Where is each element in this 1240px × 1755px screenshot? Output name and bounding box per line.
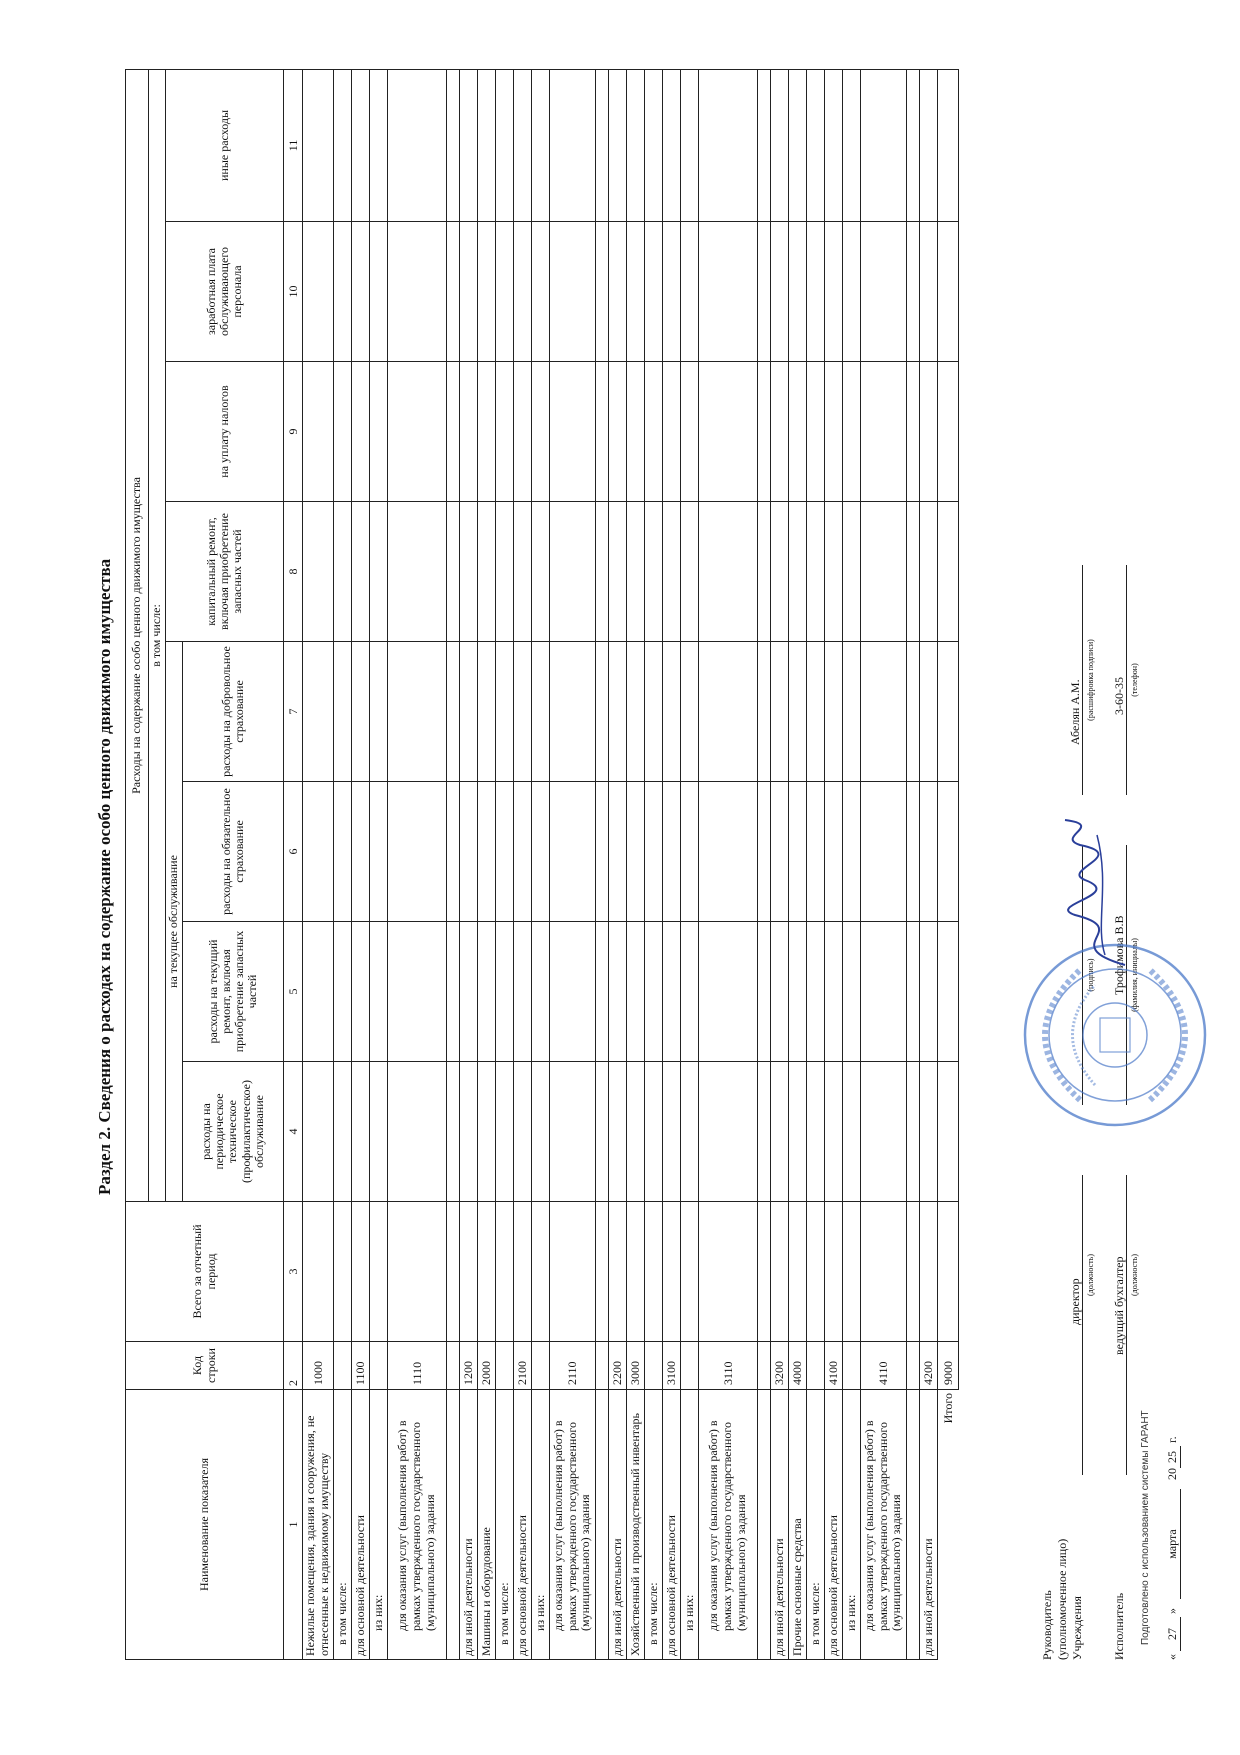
col-head-total: Всего за отчетный период (126, 1202, 284, 1342)
head-position: директор (1068, 1278, 1082, 1325)
col-head-c11: иные расходы (166, 69, 284, 221)
head-name: Абелян А.М. (1068, 679, 1082, 745)
col-head-c6: расходы на обязательное страхование (183, 782, 284, 922)
col-head-c8: капитальный ремонт, включая приобретение запасных частей (166, 502, 284, 642)
col-head-name: Наименование показателя (126, 1390, 284, 1660)
total-row: Итого 9000 (938, 69, 959, 1659)
head-label: Руководитель (уполномоченное лицо) Учреждения (1040, 1538, 1084, 1660)
col-head-c10: заработная плата обслуживающего персонала (166, 222, 284, 362)
col-head-c5: расходы на текущий ремонт, включая приобретение запасных частей (183, 922, 284, 1062)
table-row (447, 69, 460, 1659)
table-row: для иной деятельности 3200 (771, 69, 789, 1659)
signature-icon (1035, 815, 1155, 975)
table-row: для оказания услуг (выполнения работ) в рамках утвержденного государственного (муниципального) задания 2110 (550, 69, 596, 1659)
table-row: для основной деятельности 2100 (514, 69, 532, 1659)
table-row: из них: (532, 69, 550, 1659)
table-row: для иной деятельности 2200 (609, 69, 627, 1659)
table-row (907, 69, 920, 1659)
table-row: Нежилые помещения, здания и сооружения, не отнесенные к недвижимому имуществу 1000 (303, 69, 334, 1659)
expenses-table (125, 69, 959, 1660)
table-row: из них: (681, 69, 699, 1659)
garant-header: Подготовлено с использованием системы ГАРАНТ (1140, 1410, 1151, 1645)
table-row: для оказания услуг (выполнения работ) в рамках утвержденного государственного (муниципального) задания 3110 (699, 69, 758, 1659)
table-row: для иной деятельности 1200 (460, 69, 478, 1659)
executor-phone: 3-60-35 (1112, 677, 1126, 715)
table-row: Машины и оборудование 2000 (478, 69, 496, 1659)
table-row: для основной деятельности 4100 (825, 69, 843, 1659)
table-row: из них: (843, 69, 861, 1659)
table-row: для оказания услуг (выполнения работ) в рамках утвержденного государственного (муниципального) задания 1110 (388, 69, 447, 1659)
table-row: из них: (370, 69, 388, 1659)
column-numbers-row: 1 2 3 4 5 6 7 8 9 10 11 (284, 69, 303, 1659)
table-row: для иной деятельности 4200 (920, 69, 938, 1659)
executor-position: ведущий бухгалтер (1112, 1256, 1126, 1355)
col-head-c9: на уплату налогов (166, 362, 284, 502)
table-row: Хозяйственный и производственный инвентарь 3000 (627, 69, 645, 1659)
section-title: Раздел 2. Сведения о расходах на содержание особо ценного движимого имущества (95, 558, 114, 1195)
table-row: для основной деятельности 3100 (663, 69, 681, 1659)
table-row: для оказания услуг (выполнения работ) в рамках утвержденного государственного (муниципального) задания 4110 (861, 69, 907, 1659)
table-row: в том числе: (334, 69, 352, 1659)
col-head-current: на текущее обслуживание (166, 642, 183, 1202)
table-row: в том числе: (645, 69, 663, 1659)
document-page: Подготовлено с использованием системы ГАРАНТ Раздел 2. Сведения о расходах на содержание особо ценного движимого имущества Наименование показателя Код строки Всего за отчетный период Расходы на содержание особо ценного движимого имущества в том числе: на текущее обслуживание капитальный ремонт, включая приобретение запасных частей на уплату налогов заработная плата обслуживающего персонала иные расходы расходы на периодическое техническое (профилактическое) обслуживание расходы на текущий ремонт, включая приобретение запасных частей расходы на обязательное страхование расходы на добровольное страхование 1 2 3 4 5 6 7 8 9 10 11 Нежилые помещения, здания и сооружения, не отнесенные к недвижимому имуществу 1000 в том числе: для основной деятельности 1100 из них: для оказания услуг (выполнения работ) в рамках утвержденного государственного (муниципального) задания 1110 для иной деятельности 1200 Машины и оборудование 2000 в том числе: для основной деятельности 2100 из них: для оказания услуг (выполнения работ) в рамках утвержденного государственного (муниципального) задания 2110 для иной деятельности 2200 Хозяйственный и производственный инвентарь 3000 в том числе: для основной деятельности 3100 из них: для оказания услуг (выполнения работ) в рамках утвержденного государственного (муниципального) задания 3110 для иной деятельности 3200 Прочие основные средства 4000 в том числе: для основной деятельности 4100 из них: для оказания услуг (выполнения работ) в рамках утвержденного государственного (муниципального) задания 4110 для иной деятельности 4200 Итого 9000 Руководитель (уполномоченное лицо) Учреждения директор (должность) (подпись) Абелян А.М. (расшифровка подписи) Исполнитель ведущий бухгалтер (должность) Трофимова В.В (фамилия, инициалы) 3-60-35 (телефон) « 27 » марта 2025 г. (0, 0, 1240, 1755)
executor-name: Трофимова В.В (1112, 915, 1126, 995)
table-row: в том числе: (496, 69, 514, 1659)
col-head-group: Расходы на содержание особо ценного движимого имущества (126, 69, 149, 1201)
table-row: Прочие основные средства 4000 (789, 69, 807, 1659)
col-head-code: Код строки (126, 1342, 284, 1390)
col-head-including: в том числе: (149, 69, 166, 1201)
executor-label: Исполнитель (1112, 1592, 1126, 1660)
col-head-c7: расходы на добровольное страхование (183, 642, 284, 782)
table-row (596, 69, 609, 1659)
col-head-c4: расходы на периодическое техническое (профилактическое) обслуживание (183, 1062, 284, 1202)
table-row: в том числе: (807, 69, 825, 1659)
date-line: « 27 » марта 2025 г. (1165, 1436, 1179, 1660)
table-row (758, 69, 771, 1659)
table-row: для основной деятельности 1100 (352, 69, 370, 1659)
